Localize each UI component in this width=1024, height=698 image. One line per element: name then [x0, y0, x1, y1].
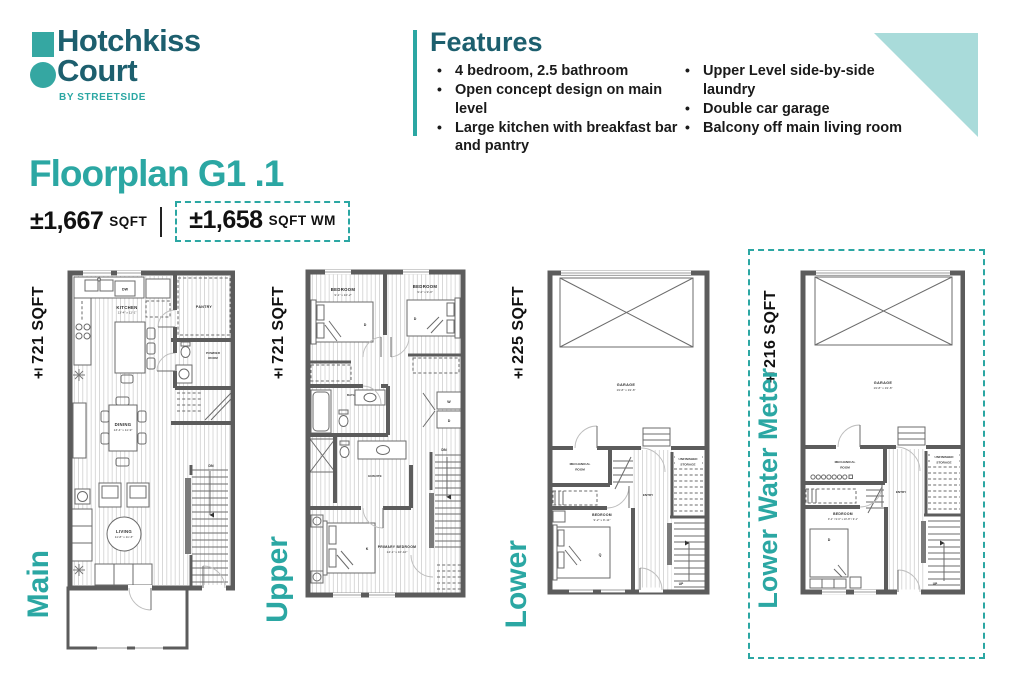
dining-label: DINING [114, 422, 132, 427]
bedroom-right-dim: 9'-2" x 9'-0" [417, 290, 433, 294]
entry-floor-area [633, 450, 672, 590]
feature-item: • Balcony off main living room [683, 119, 918, 138]
bedroom-left-dim: 9'-1" x 10'-2" [334, 293, 352, 297]
main-level-label: Main [22, 550, 55, 619]
lower-level-label: Lower [500, 540, 533, 629]
washer-label: W [447, 400, 451, 404]
closet-area [806, 489, 856, 503]
powder-label-2: ROOM [208, 356, 218, 360]
wm-sqft-value: ±1,658 [189, 206, 263, 234]
storage-label-2: STORAGE [680, 462, 696, 467]
mechanical-room-area [811, 460, 856, 479]
floorplan-main [65, 265, 235, 665]
brand-tagline: BY STREETSIDE [59, 92, 147, 103]
stairs-up [921, 521, 960, 586]
lwm-sqft-label: ±216 SQFT [762, 290, 779, 386]
bedroom-dim: 9'-2" x 9'-11" [593, 518, 611, 522]
features-divider [413, 30, 417, 136]
bed-size-label: D [827, 538, 831, 542]
page-title: Floorplan G1 .1 [29, 153, 284, 194]
bed-size-label: K [365, 547, 369, 551]
entry-label: ENTRY [895, 490, 907, 494]
bedroom-dim: 9'-2" / 9'-6" x 10'-8" / 9'-1" [827, 518, 859, 521]
bedroom-area [810, 512, 861, 588]
feature-item: • Large kitchen with breakfast bar and pantry [435, 119, 685, 156]
bath-label: BATH [346, 393, 356, 397]
bedroom-right-label: BEDROOM [412, 284, 438, 289]
main-sqft-label: ±721 SQFT [30, 286, 47, 382]
primary-bedroom-dim: 14'-1" x 10'-10" [386, 550, 408, 554]
unfinished-storage-area [674, 455, 703, 511]
wm-sqft-box [175, 201, 350, 242]
brand-line1: Hotchkiss [57, 23, 201, 58]
sqft-row [30, 201, 350, 242]
lwm-level-label: Lower Water Meter [753, 368, 783, 609]
bedroom-label: BEDROOM [592, 513, 612, 517]
garage-label: GARAGE [616, 383, 636, 387]
pantry-label: PANTRY [195, 305, 213, 309]
garage-dim: 19'-8" x 19'-8" [873, 386, 893, 390]
entry-steps [613, 457, 633, 489]
feature-item: • Upper Level side-by-side laundry [683, 62, 918, 99]
living-label: LIVING [115, 529, 133, 534]
stairs-up-label: UP [932, 582, 938, 586]
water-meter-icon [811, 475, 853, 479]
logo-circle-icon [30, 62, 56, 88]
mech-label-1: MECHANICAL [834, 460, 856, 464]
garage-area [560, 278, 693, 446]
feature-item: • 4 bedroom, 2.5 bathroom [435, 62, 685, 81]
feature-item: • Open concept design on main level [435, 81, 685, 118]
logo-square-icon [32, 32, 54, 57]
stairs-dn-label: DN [441, 448, 447, 452]
corner-triangle-decoration [872, 33, 980, 139]
bedroom-left-label: BEDROOM [330, 287, 356, 292]
stairs-dn-label: DN [208, 464, 214, 468]
upper-level-label: Upper [261, 536, 294, 623]
triangle-shape [874, 33, 978, 137]
bedroom-label: BEDROOM [833, 512, 853, 516]
mech-label-1: MECHANICAL [569, 462, 591, 466]
closet-area [553, 491, 597, 505]
brand-name [57, 23, 201, 88]
kitchen-dim: 13'-4" x 11'-1" [117, 310, 137, 315]
garage-area [815, 277, 952, 445]
sqft-separator [160, 207, 162, 237]
dishwasher-label: DW [122, 287, 128, 292]
mech-label-2: ROOM [575, 467, 585, 472]
total-sqft-unit: SQFT [109, 214, 148, 229]
feature-item: • Double car garage [683, 100, 918, 119]
garage-dim: 19'-8" x 19'-8" [616, 388, 636, 392]
total-sqft-value: ±1,667 [30, 207, 104, 235]
features-title: Features [430, 27, 543, 57]
unfinished-storage-area [928, 453, 960, 509]
wm-sqft-unit: SQFT WM [268, 213, 336, 228]
primary-bedroom-label: PRIMARY BEDROOM [377, 545, 417, 549]
main-floor-area [73, 276, 230, 585]
bedroom-area [553, 511, 612, 580]
dining-dim: 13'-4" x 11'-9" [113, 428, 133, 432]
kitchen-label: KITCHEN [116, 305, 138, 310]
dryer-label: D [447, 419, 451, 423]
stairs-up-label: UP [678, 582, 684, 586]
floorplan-upper [303, 265, 468, 605]
floorplan-lower [545, 265, 710, 605]
features-list-left [435, 62, 685, 156]
bed-size-label: D [363, 323, 367, 327]
stairs-up [667, 523, 705, 587]
bed-size-label: D [413, 317, 417, 321]
storage-label-2: STORAGE [936, 460, 952, 465]
mech-label-2: ROOM [840, 465, 850, 470]
entry-label: ENTRY [642, 493, 654, 497]
floorplan-lower-water-meter [800, 265, 965, 605]
lower-sqft-label: ±225 SQFT [510, 286, 527, 382]
bed-size-label: Q [598, 553, 602, 557]
living-area [72, 483, 152, 585]
living-dim: 11'-8" x 11'-3" [114, 535, 134, 539]
powder-label-1: POWDER [206, 351, 220, 355]
storage-label-1: UNFINISHED [934, 455, 954, 459]
ensuite-label: ENSUITE [368, 474, 382, 478]
brand-line2: Court [57, 53, 138, 88]
garage-label: GARAGE [873, 381, 893, 385]
upper-sqft-label: ±721 SQFT [270, 286, 287, 382]
mechanical-room-area [570, 462, 591, 472]
storage-label-1: UNFINISHED [678, 457, 698, 461]
